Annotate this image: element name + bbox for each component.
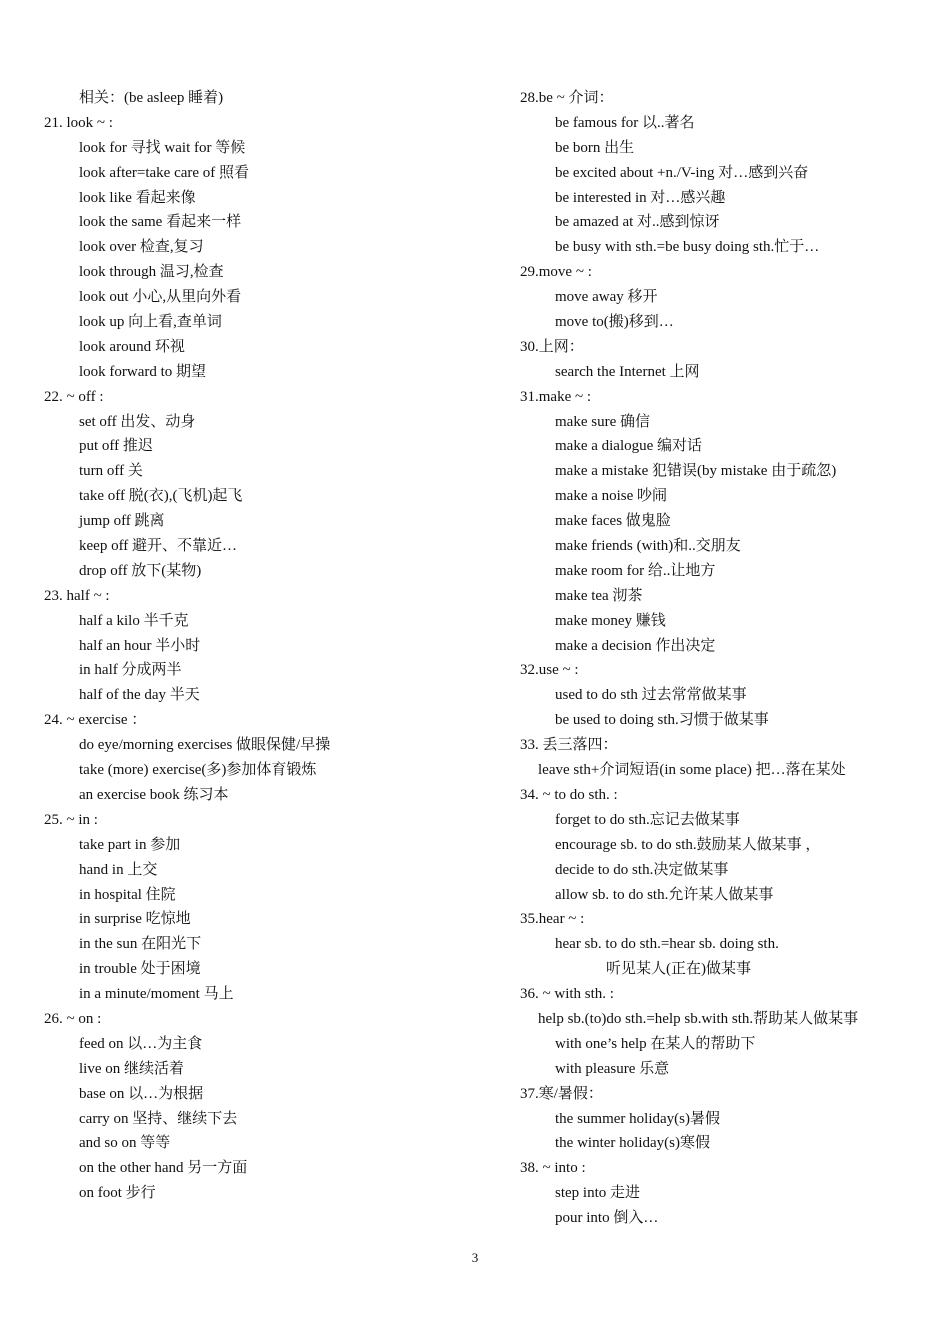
phrase-entry: half of the day 半天 — [79, 687, 200, 704]
section-heading: 35.hear ~ : — [520, 911, 585, 928]
phrase-entry: with one’s help 在某人的帮助下 — [555, 1035, 756, 1052]
phrase-entry: keep off 避开、不靠近… — [79, 538, 238, 555]
phrase-entry: make sure 确信 — [555, 413, 650, 430]
phrase-entry: make a decision 作出决定 — [555, 637, 716, 654]
phrase-entry: on the other hand 另一方面 — [79, 1160, 248, 1177]
phrase-entry: hand in 上交 — [79, 861, 158, 878]
phrase-entry: pour into 倒入… — [555, 1210, 659, 1227]
phrase-entry: look after=take care of 照看 — [79, 164, 250, 181]
phrase-entry: drop off 放下(某物) — [79, 562, 202, 579]
section-heading: 33. 丢三落四： — [520, 737, 618, 754]
phrase-entry: in half 分成两半 — [79, 662, 182, 679]
section-heading: 22. ~ off : — [44, 388, 104, 405]
phrase-entry: be busy with sth.=be busy doing sth.忙于… — [555, 239, 820, 256]
phrase-entry: make money 赚钱 — [555, 612, 666, 629]
phrase-entry: forget to do sth.忘记去做某事 — [555, 811, 740, 828]
page-number: 3 — [471, 1250, 479, 1265]
phrase-entry: help sb.(to)do sth.=help sb.with sth.帮助某人做某事 — [538, 1010, 859, 1027]
phrase-entry: look the same 看起来一样 — [79, 214, 242, 231]
phrase-entry: in hospital 住院 — [79, 886, 176, 903]
phrase-entry: half an hour 半小时 — [79, 637, 201, 654]
phrase-entry: look through 温习,检查 — [79, 264, 224, 281]
phrase-entry: take (more) exercise(多)参加体育锻炼 — [79, 762, 317, 779]
phrase-entry: make a noise 吵闹 — [555, 488, 668, 505]
phrase-entry: carry on 坚持、继续下去 — [79, 1110, 238, 1127]
phrase-entry: and so on 等等 — [79, 1135, 171, 1152]
phrase-entry: 听见某人(正在)做某事 — [606, 961, 751, 978]
phrase-entry: hear sb. to do sth.=hear sb. doing sth. — [555, 936, 779, 953]
phrase-entry: in the sun 在阳光下 — [79, 936, 202, 953]
phrase-entry: take part in 参加 — [79, 836, 181, 853]
section-heading: 28.be ~ 介词： — [520, 90, 614, 106]
phrase-entry: in a minute/moment 马上 — [79, 986, 234, 1003]
phrase-entry: be excited about +n./V-ing 对…感到兴奋 — [555, 164, 809, 181]
phrase-entry: feed on 以…为主食 — [79, 1035, 203, 1052]
phrase-entry: take off 脱(衣),(飞机)起飞 — [79, 488, 243, 505]
phrase-entry: be amazed at 对..感到惊讶 — [555, 214, 720, 231]
phrase-entry: put off 推迟 — [79, 438, 153, 455]
phrase-entry: be used to doing sth.习惯于做某事 — [555, 712, 769, 729]
phrase-entry: look forward to 期望 — [79, 363, 207, 380]
phrase-entry: make room for 给..让地方 — [555, 562, 716, 579]
phrase-entry: make tea 沏茶 — [555, 587, 643, 604]
right-column — [520, 86, 940, 1231]
section-heading: 37.寒/暑假： — [520, 1085, 603, 1102]
phrase-entry: jump off 跳离 — [79, 513, 165, 530]
section-heading: 38. ~ into : — [520, 1160, 586, 1177]
phrase-entry: base on 以…为根据 — [79, 1085, 204, 1102]
phrase-entry: look over 检查,复习 — [79, 239, 204, 256]
phrase-entry: look out 小心,从里向外看 — [79, 289, 242, 306]
phrase-entry: make a mistake 犯错误(by mistake 由于疏忽) — [555, 463, 837, 480]
phrase-entry: set off 出发、动身 — [79, 413, 196, 430]
phrase-entry: make faces 做鬼脸 — [555, 513, 671, 530]
phrase-entry: 相关：(be asleep 睡着) — [79, 90, 224, 106]
section-heading: 23. half ~ : — [44, 587, 110, 604]
section-heading: 36. ~ with sth. : — [520, 986, 614, 1003]
phrase-entry: be interested in 对…感兴趣 — [555, 189, 726, 206]
phrase-entry: leave sth+介词短语(in some place) 把…落在某处 — [538, 762, 846, 779]
section-heading: 30.上网： — [520, 338, 584, 355]
phrase-entry: encourage sb. to do sth.鼓励某人做某事 ， — [555, 836, 821, 853]
section-heading: 32.use ~ : — [520, 662, 579, 679]
section-heading: 34. ~ to do sth. : — [520, 786, 618, 803]
phrase-entry: in surprise 吃惊地 — [79, 911, 191, 928]
phrase-entry: turn off 关 — [79, 463, 143, 480]
phrase-entry: used to do sth 过去常常做某事 — [555, 687, 747, 704]
phrase-entry: make friends (with)和..交朋友 — [555, 538, 741, 555]
left-column — [44, 86, 464, 1206]
phrase-entry: on foot 步行 — [79, 1185, 156, 1202]
section-heading: 25. ~ in : — [44, 811, 98, 828]
phrase-entry: look up 向上看,查单词 — [79, 314, 222, 331]
phrase-entry: move away 移开 — [555, 289, 658, 306]
phrase-entry: look for 寻找 wait for 等候 — [79, 139, 246, 156]
phrase-entry: do eye/morning exercises 做眼保健/早操 — [79, 737, 331, 754]
section-heading: 24. ~ exercise ： — [44, 712, 147, 729]
phrase-entry: in trouble 处于困境 — [79, 961, 201, 978]
phrase-entry: decide to do sth.决定做某事 — [555, 861, 729, 878]
phrase-entry: be born 出生 — [555, 139, 635, 156]
phrase-entry: half a kilo 半千克 — [79, 612, 189, 629]
phrase-entry: the summer holiday(s)暑假 — [555, 1110, 720, 1127]
section-heading: 26. ~ on : — [44, 1010, 102, 1027]
phrase-entry: with pleasure 乐意 — [555, 1060, 670, 1077]
phrase-entry: look like 看起来像 — [79, 189, 196, 206]
section-heading: 21. look ~ : — [44, 114, 113, 131]
phrase-entry: an exercise book 练习本 — [79, 786, 229, 803]
phrase-entry: be famous for 以..著名 — [555, 114, 695, 131]
section-heading: 31.make ~ : — [520, 388, 592, 405]
phrase-entry: look around 环视 — [79, 338, 185, 355]
phrase-entry: live on 继续活着 — [79, 1060, 184, 1077]
phrase-entry: move to(搬)移到… — [555, 314, 674, 331]
phrase-entry: allow sb. to do sth.允许某人做某事 — [555, 886, 774, 903]
phrase-entry: make a dialogue 编对话 — [555, 438, 703, 455]
phrase-entry: step into 走进 — [555, 1185, 640, 1202]
section-heading: 29.move ~ : — [520, 264, 592, 281]
phrase-entry: the winter holiday(s)寒假 — [555, 1135, 710, 1152]
phrase-entry: search the Internet 上网 — [555, 363, 700, 380]
